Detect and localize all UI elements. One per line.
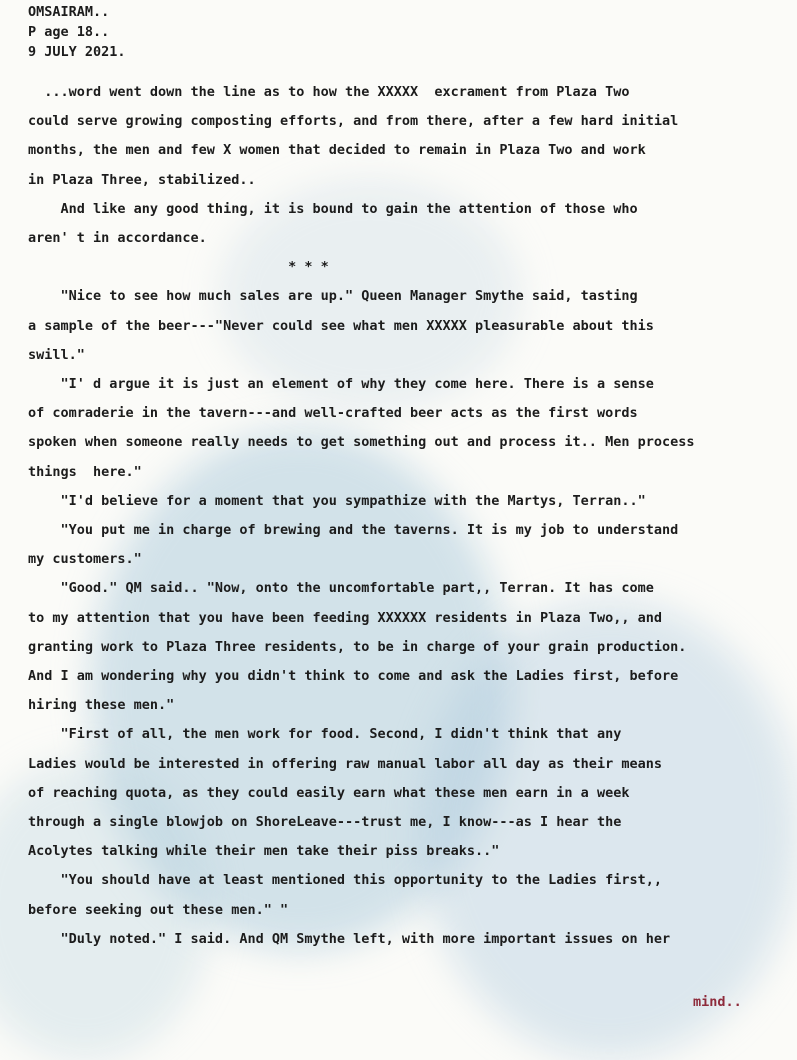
text-line: swill." — [28, 346, 85, 363]
text-line: And like any good thing, it is bound to gain the attention of those who — [28, 200, 638, 217]
text-line: "First of all, the men work for food. Second, I didn't think that any — [28, 726, 622, 743]
text-line: aren' t in accordance. — [28, 230, 207, 247]
text-line: "You should have at least mentioned this opportunity to the Ladies first,, — [28, 872, 662, 889]
text-line: "I'd believe for a moment that you sympathize with the Martys, Terran.." — [28, 492, 646, 509]
section-break: * * * — [28, 259, 329, 276]
text-line: a sample of the beer---"Never could see what men XXXXX pleasurable about this — [28, 317, 654, 334]
text-line: could serve growing composting efforts, and from there, after a few hard initial — [28, 113, 679, 130]
text-line: "Duly noted." I said. And QM Smythe left, with more important issues on her — [28, 930, 671, 947]
text-line: of comraderie in the tavern---and well-crafted beer acts as the first words — [28, 405, 638, 422]
text-line: of reaching quota, as they could easily earn what these men earn in a week — [28, 784, 630, 801]
text-line: "I' d argue it is just an element of why they come here. There is a sense — [28, 376, 654, 393]
typed-text-body — [28, 78, 797, 954]
text-line: "Nice to see how much sales are up." Queen Manager Smythe said, tasting — [28, 288, 638, 305]
header-date: 9 JULY 2021. — [28, 44, 126, 60]
text-line: in Plaza Three, stabilized.. — [28, 171, 256, 188]
text-line: before seeking out these men." " — [28, 901, 289, 918]
text-line: Ladies would be interested in offering raw manual labor all day as their means — [28, 755, 662, 772]
text-line: months, the men and few X women that decided to remain in Plaza Two and work — [28, 142, 646, 159]
text-line: my customers." — [28, 551, 142, 568]
text-line: "Good." QM said.. "Now, onto the uncomfortable part,, Terran. It has come — [28, 580, 654, 597]
page-header — [28, 2, 126, 62]
margin-note: mind.. — [693, 994, 742, 1010]
text-line: Acolytes talking while their men take their piss breaks.." — [28, 843, 500, 860]
header-page-number: P age 18.. — [28, 24, 110, 40]
text-line: hiring these men." — [28, 697, 175, 714]
text-line: granting work to Plaza Three residents, to be in charge of your grain production. — [28, 638, 687, 655]
header-title: OMSAIRAM.. — [28, 4, 110, 20]
text-line: through a single blowjob on ShoreLeave---trust me, I know---as I hear the — [28, 814, 622, 831]
text-line: to my attention that you have been feeding XXXXXX residents in Plaza Two,, and — [28, 609, 662, 626]
text-line: And I am wondering why you didn't think to come and ask the Ladies first, before — [28, 668, 679, 685]
text-line: "You put me in charge of brewing and the taverns. It is my job to understand — [28, 522, 679, 539]
text-line: ...word went down the line as to how the XXXXX excrament from Plaza Two — [28, 84, 630, 100]
text-line: things here." — [28, 463, 142, 480]
text-line: spoken when someone really needs to get something out and process it.. Men process — [28, 434, 695, 451]
